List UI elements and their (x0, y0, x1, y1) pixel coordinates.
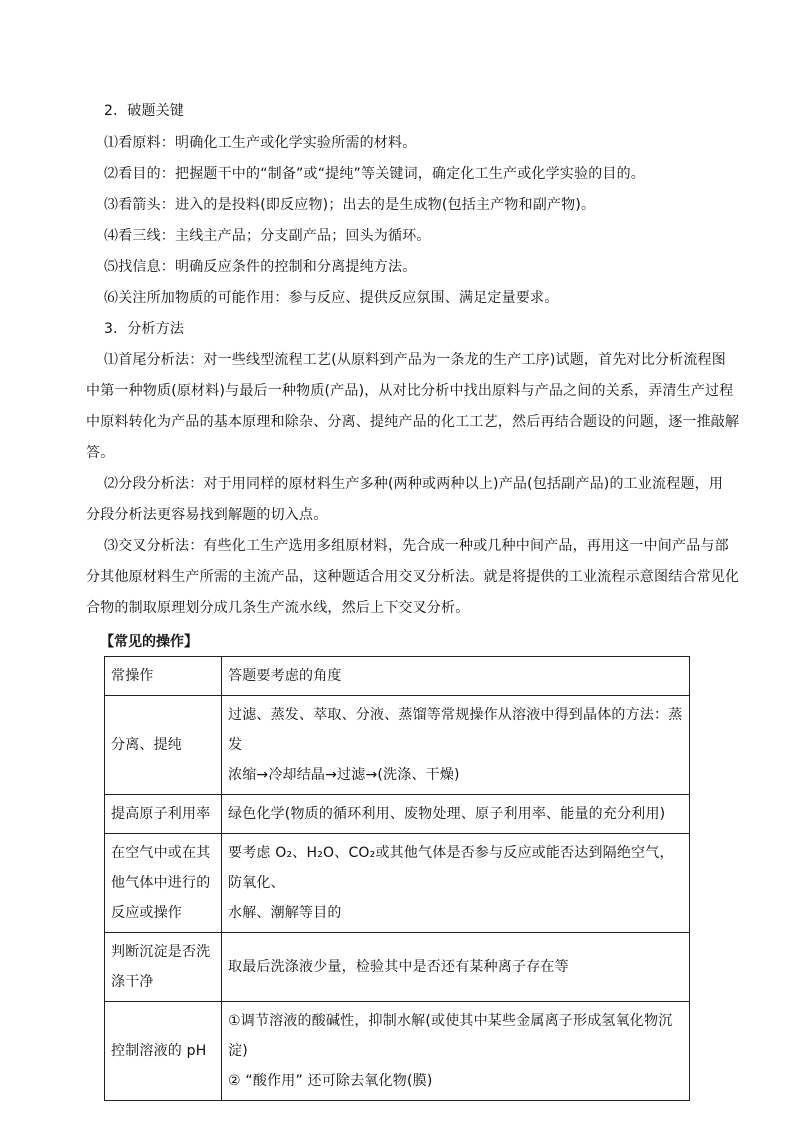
angle-line: ② “酸作用” 还可除去氧化物(膜) (228, 1073, 433, 1089)
angle-line: 取最后洗涤液少量，检验其中是否还有某种离子存在等 (228, 959, 569, 975)
section2-item-6: ⑹关注所加物质的可能作用：参与反应、提供反应氛围、满足定量要求。 (104, 290, 559, 306)
table-header-row (105, 657, 690, 696)
para1-line-4: 答。 (86, 445, 115, 461)
angle-line: 要考虑 O₂、H₂O、CO₂或其他气体是否参与反应或能否达到隔绝空气，防氧化、 (228, 845, 674, 891)
para1-line-2: 中第一种物质(原材料)与最后一种物质(产品)，从对比分析中找出原料与产品之间的关系，弄清生产过程 (86, 383, 734, 399)
para3-line-2: 分其他原材料生产所需的主流产品，这种题适合用交叉分析法。就是将提供的工业流程示意图结合常见化 (86, 569, 740, 585)
angle-line: 绿色化学(物质的循环利用、废物处理、原子利用率、能量的充分利用) (228, 806, 666, 822)
angle-line: 浓缩→冷却结晶→过滤→(洗涤、干燥) (228, 767, 460, 783)
angle-line: 过滤、蒸发、萃取、分液、蒸馏等常规操作从溶液中得到晶体的方法：蒸发 (228, 707, 683, 753)
para1-line-3: 中原料转化为产品的基本原理和除杂、分离、提纯产品的化工工艺，然后再结合题设的问题，逐一推敲解 (86, 414, 740, 430)
angle-line: ①调节溶液的酸碱性，抑制水解(或使其中某些金属离子形成氢氧化物沉淀) (228, 1013, 673, 1059)
op-line: 他气体中进行的 (111, 875, 211, 891)
op-line: 涤干净 (111, 974, 154, 990)
op-line: 反应或操作 (111, 905, 182, 921)
angle-line: 水解、潮解等目的 (228, 905, 342, 921)
op-cell (105, 834, 222, 933)
para3-line-3: 合物的制取原理划分成几条生产流水线，然后上下交叉分析。 (86, 600, 470, 616)
op-line: 判断沉淀是否洗 (111, 944, 211, 960)
para3-line-1: ⑶交叉分析法：有些化工生产选用多组原材料，先合成一种或几种中间产品，再用这一中间产品与部 (104, 538, 729, 554)
op-cell (105, 696, 222, 795)
table-row (105, 933, 690, 1002)
ops-heading: 【常见的操作】 (100, 634, 198, 650)
table-row (105, 834, 690, 933)
section2-item-1: ⑴看原料：明确化工生产或化学实验所需的材料。 (104, 135, 417, 151)
section2-item-4: ⑷看三线：主线主产品；分支副产品；回头为循环。 (104, 228, 431, 244)
para2-line-1: ⑵分段分析法：对于用同样的原材料生产多种(两种或两种以上)产品(包括副产品)的工业流程题，用 (104, 476, 724, 492)
op-cell (105, 933, 222, 1002)
angle-cell (222, 795, 690, 834)
section2-item-5: ⑸找信息：明确反应条件的控制和分离提纯方法。 (104, 259, 417, 275)
header-cell-angle: 答题要考虑的角度 (222, 657, 690, 696)
angle-cell (222, 834, 690, 933)
section3-title: 3．分析方法 (104, 321, 185, 337)
op-line: 提高原子利用率 (111, 806, 211, 822)
para2-line-2: 分段分析法更容易找到解题的切入点。 (86, 507, 328, 523)
op-line: 在空气中或在其 (111, 845, 211, 861)
table-row (105, 1002, 690, 1101)
op-line: 控制溶液的 pH (111, 1043, 207, 1059)
angle-cell (222, 933, 690, 1002)
angle-cell (222, 1002, 690, 1101)
section2-item-3: ⑶看箭头：进入的是投料(即反应物)；出去的是生成物(包括主产物和副产物)。 (104, 197, 596, 213)
section2-title: 2．破题关键 (104, 103, 185, 119)
op-cell (105, 1002, 222, 1101)
op-line: 分离、提纯 (111, 737, 182, 753)
angle-cell (222, 696, 690, 795)
para1-line-1: ⑴首尾分析法：对一些线型流程工艺(从原料到产品为一条龙的生产工序)试题，首先对比分析流程图 (104, 352, 726, 368)
table-row (105, 696, 690, 795)
op-cell (105, 795, 222, 834)
section2-item-2: ⑵看目的：把握题干中的“制备”或“提纯”等关键词，确定化工生产或化学实验的目的。 (104, 166, 646, 182)
table-row (105, 795, 690, 834)
operations-table (104, 656, 690, 1101)
header-cell-operation: 常操作 (105, 657, 222, 696)
